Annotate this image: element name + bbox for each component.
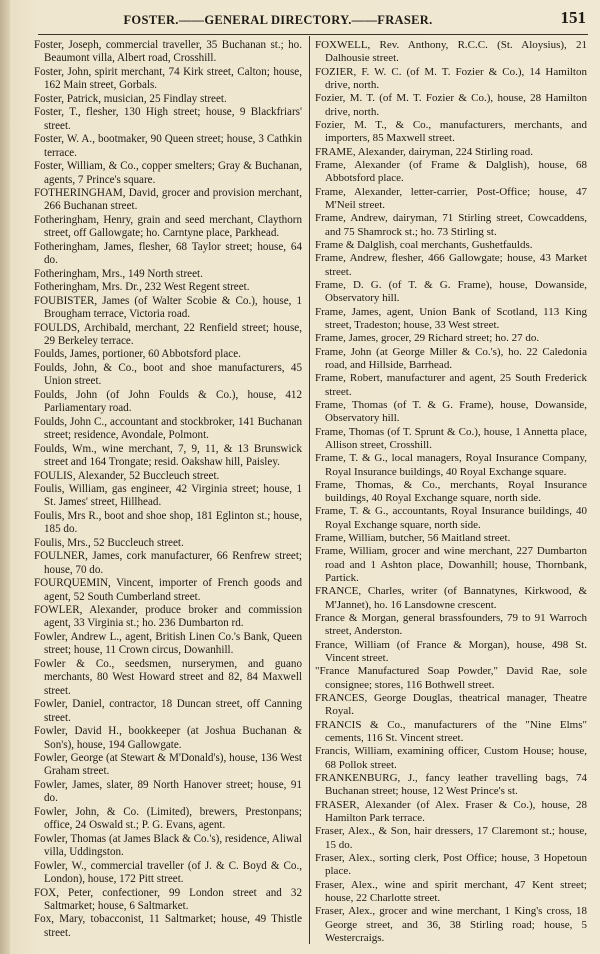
directory-entry: Fowler, Andrew L., agent, British Linen Co.'s Bank, Queen street; house, 11 Crown circus, Dowanhill. bbox=[34, 630, 302, 657]
directory-entry: Foulis, Mrs., 52 Buccleuch street. bbox=[34, 536, 184, 549]
directory-entry: Frame, Andrew, flesher, 466 Gallowgate; house, 43 Market street. bbox=[315, 252, 587, 278]
left-column bbox=[34, 39, 302, 940]
directory-entry: Frame, T. & G., local managers, Royal Insurance Company, Royal Insurance buildings, 40 Royal Exchange square. bbox=[315, 452, 587, 478]
directory-entry: FOX, Peter, confectioner, 99 London street and 32 Saltmarket; house, 6 Saltmarket. bbox=[34, 886, 302, 912]
directory-entry: FOXWELL, Rev. Anthony, R.C.C. (St. Aloysius), 21 Dalhousie street. bbox=[315, 39, 587, 65]
directory-entry: Fowler, George (at Stewart & M'Donald's), house, 136 West Graham street. bbox=[34, 752, 302, 778]
directory-entry: Frame, Robert, manufacturer and agent, 25 South Frederick street. bbox=[315, 372, 587, 398]
directory-entry: Fotheringham, Mrs., 149 North street. bbox=[34, 267, 203, 280]
directory-entry: Frame, John (at George Miller & Co.'s), ho. 22 Caledonia road, and Hillside, Barrhead. bbox=[315, 345, 587, 371]
directory-entry: Fotheringham, Henry, grain and seed merchant, Claythorn street, off Gallowgate; ho. Carntyne place, Parkhead. bbox=[34, 213, 302, 240]
right-column bbox=[315, 39, 587, 945]
directory-entry: Foster, Patrick, musician, 25 Findlay street. bbox=[34, 92, 227, 105]
header-rule bbox=[38, 34, 588, 35]
directory-entry: Foster, W. A., bootmaker, 90 Queen street; house, 3 Cathkin terrace. bbox=[34, 133, 302, 159]
directory-entry: Foulis, William, gas engineer, 42 Virginia street; house, 1 St. James' street, Hillhead. bbox=[34, 482, 302, 509]
directory-entry: FOUBISTER, James (of Walter Scobie & Co.), house, 1 Brougham terrace, Victoria road. bbox=[34, 294, 302, 321]
directory-entry: FOZIER, F. W. C. (of M. T. Fozier & Co.), 14 Hamilton drive, north. bbox=[315, 65, 587, 91]
page-header bbox=[40, 8, 586, 32]
directory-entry: Fowler, James, slater, 89 North Hanover street; house, 91 do. bbox=[34, 778, 302, 805]
directory-entry: Frame, James, agent, Union Bank of Scotland, 113 King street, Tradeston; house, 33 West street. bbox=[315, 305, 587, 331]
column-divider bbox=[309, 36, 310, 944]
book-spine-shadow bbox=[0, 0, 10, 954]
directory-entry: Fowler, Daniel, contractor, 18 Duncan street, off Canning street. bbox=[34, 698, 302, 724]
directory-entry: Fowler, David H., bookkeeper (at Joshua Buchanan & Son's), house, 194 Gallowgate. bbox=[34, 725, 302, 751]
directory-entry: Frame, Andrew, dairyman, 71 Stirling street, Cowcaddens, and 75 Shamrock st.; ho. 73 Stirling st. bbox=[315, 212, 587, 238]
directory-entry: FRASER, Alexander (of Alex. Fraser & Co.), house, 28 Hamilton Park terrace. bbox=[315, 798, 587, 825]
directory-entry: Foulds, John C., accountant and stockbroker, 141 Buchanan street; residence, Avondale, Polmont. bbox=[34, 415, 302, 442]
directory-entry: Foulds, James, portioner, 60 Abbotsford place. bbox=[34, 348, 241, 361]
directory-entry: Fowler & Co., seedsmen, nurserymen, and guano merchants, 80 West Howard street and 82, 84 Maxwell street. bbox=[34, 657, 302, 697]
directory-entry: FOULIS, Alexander, 52 Buccleuch street. bbox=[34, 469, 220, 482]
directory-entry: Frame, D. G. (of T. & G. Frame), house, Dowanside, Observatory hill. bbox=[315, 278, 587, 305]
directory-entry: Frame, Thomas, & Co., merchants, Royal Insurance buildings, 40 Royal Exchange square, north side. bbox=[315, 478, 587, 505]
directory-entry: France & Morgan, general brassfounders, 79 to 91 Warroch street, Anderston. bbox=[315, 612, 587, 638]
directory-entry: FRAME, Alexander, dairyman, 224 Stirling road. bbox=[315, 145, 534, 158]
page-number: 151 bbox=[560, 8, 586, 27]
directory-entry: FOTHERINGHAM, David, grocer and provision merchant, 266 Buchanan street. bbox=[34, 186, 302, 213]
directory-entry: Fraser, Alex., sorting clerk, Post Office; house, 3 Hopetoun place. bbox=[315, 852, 587, 878]
directory-entry: Foster, John, spirit merchant, 74 Kirk street, Calton; house, 162 Main street, Gorbals. bbox=[34, 65, 302, 92]
directory-entry: Foulds, Wm., wine merchant, 7, 9, 11, & 13 Brunswick street and 164 Trongate; resid. Oakshaw hill, Paisley. bbox=[34, 442, 302, 469]
directory-entry: Fotheringham, Mrs. Dr., 232 West Regent street. bbox=[34, 281, 250, 294]
directory-entry: Frame & Dalglish, coal merchants, Gushetfaulds. bbox=[315, 238, 533, 251]
directory-entry: Fozier, M. T., & Co., manufacturers, merchants, and importers, 85 Maxwell street. bbox=[315, 118, 587, 145]
directory-entry: Fraser, Alex., & Son, hair dressers, 17 Claremont st.; house, 15 do. bbox=[315, 825, 587, 851]
directory-entry: France, William (of France & Morgan), house, 498 St. Vincent street. bbox=[315, 638, 587, 665]
running-title: FOSTER.——GENERAL DIRECTORY.——FRASER. bbox=[123, 13, 433, 27]
directory-entry: Frame, T. & G., accountants, Royal Insurance buildings, 40 Royal Exchange square, north side. bbox=[315, 505, 587, 531]
directory-entry: FRANCE, Charles, writer (of Bannatynes, Kirkwood, & M'Jannet), ho. 16 Lansdowne crescent. bbox=[315, 585, 587, 611]
directory-entry: FRANCIS & Co., manufacturers of the "Nine Elms" cements, 116 St. Vincent street. bbox=[315, 718, 587, 745]
directory-entry: Frame, William, grocer and wine merchant, 227 Dumbarton road and 1 Ashton place, Dowanhill; house, Thornbank, Partick. bbox=[315, 545, 587, 585]
directory-entry: Fozier, M. T. (of M. T. Fozier & Co.), house, 28 Hamilton drive, north. bbox=[315, 92, 587, 118]
directory-entry: Foulds, John (of John Foulds & Co.), house, 412 Parliamentary road. bbox=[34, 388, 302, 415]
directory-entry: FRANCES, George Douglas, theatrical manager, Theatre Royal. bbox=[315, 692, 587, 718]
directory-entry: Foulis, Mrs R., boot and shoe shop, 181 Eglinton st.; house, 185 do. bbox=[34, 509, 302, 536]
directory-entry: Frame, Alexander, letter-carrier, Post-Office; house, 47 M'Neil street. bbox=[315, 185, 587, 211]
directory-entry: Foulds, John, & Co., boot and shoe manufacturers, 45 Union street. bbox=[34, 361, 302, 388]
directory-entry: Fotheringham, James, flesher, 68 Taylor street; house, 64 do. bbox=[34, 240, 302, 267]
directory-entry: FOULDS, Archibald, merchant, 22 Renfield street; house, 29 Berkeley terrace. bbox=[34, 321, 302, 347]
directory-entry: Frame, Thomas (of T. Sprunt & Co.), house, 1 Annetta place, Allison street, Crosshill. bbox=[315, 425, 587, 451]
directory-entry: Fraser, Alex., grocer and wine merchant, 1 King's cross, 18 George street, and 36, 38 Stirling road; house, 5 Westercraigs. bbox=[315, 905, 587, 944]
directory-entry: Foster, T., flesher, 130 High street; house, 9 Blackfriars' street. bbox=[34, 106, 302, 132]
directory-entry: Francis, William, examining officer, Custom House; house, 68 Pollok street. bbox=[315, 745, 587, 771]
directory-entry: Fowler, W., commercial traveller (of J. & C. Boyd & Co., London), house, 172 Pitt street. bbox=[34, 859, 302, 886]
directory-entry: FOWLER, Alexander, produce broker and commission agent, 33 Virginia st.; ho. 236 Dumbarton rd. bbox=[34, 604, 302, 630]
directory-entry: Fraser, Alex., wine and spirit merchant, 47 Kent street; house, 22 Charlotte street. bbox=[315, 878, 587, 904]
directory-entry: Fox, Mary, tobacconist, 11 Saltmarket; house, 49 Thistle street. bbox=[34, 913, 302, 939]
directory-entry: FOURQUEMIN, Vincent, importer of French goods and agent, 52 South Cumberland street. bbox=[34, 577, 302, 603]
directory-entry: "France Manufactured Soap Powder," David Rae, sole consignee; stores, 116 Bothwell street. bbox=[315, 665, 587, 691]
directory-entry: FRANKENBURG, J., fancy leather travelling bags, 74 Buchanan street; house, 12 West Prince's st. bbox=[315, 772, 587, 798]
directory-entry: FOULNER, James, cork manufacturer, 66 Renfrew street; house, 70 do. bbox=[34, 550, 302, 576]
directory-entry: Frame, Thomas (of T. & G. Frame), house, Dowanside, Observatory hill. bbox=[315, 398, 587, 425]
directory-entry: Foster, Joseph, commercial traveller, 35 Buchanan st.; ho. Beaumont villa, Albert road, Crosshill. bbox=[34, 39, 302, 65]
directory-entry: Fowler, Thomas (at James Black & Co.'s), residence, Aliwal villa, Uddingston. bbox=[34, 832, 302, 859]
directory-entry: Frame, William, butcher, 56 Maitland street. bbox=[315, 532, 511, 545]
directory-entry: Frame, James, grocer, 29 Richard street; ho. 27 do. bbox=[315, 332, 540, 345]
directory-entry: Foster, William, & Co., copper smelters; Gray & Buchanan, agents, 7 Prince's square. bbox=[34, 160, 302, 186]
directory-entry: Fowler, John, & Co. (Limited), brewers, Prestonpans; office, 24 Oswald st.; P. G. Evans, agent. bbox=[34, 805, 302, 832]
directory-entry: Frame, Alexander (of Frame & Dalglish), house, 68 Abbotsford place. bbox=[315, 158, 587, 185]
